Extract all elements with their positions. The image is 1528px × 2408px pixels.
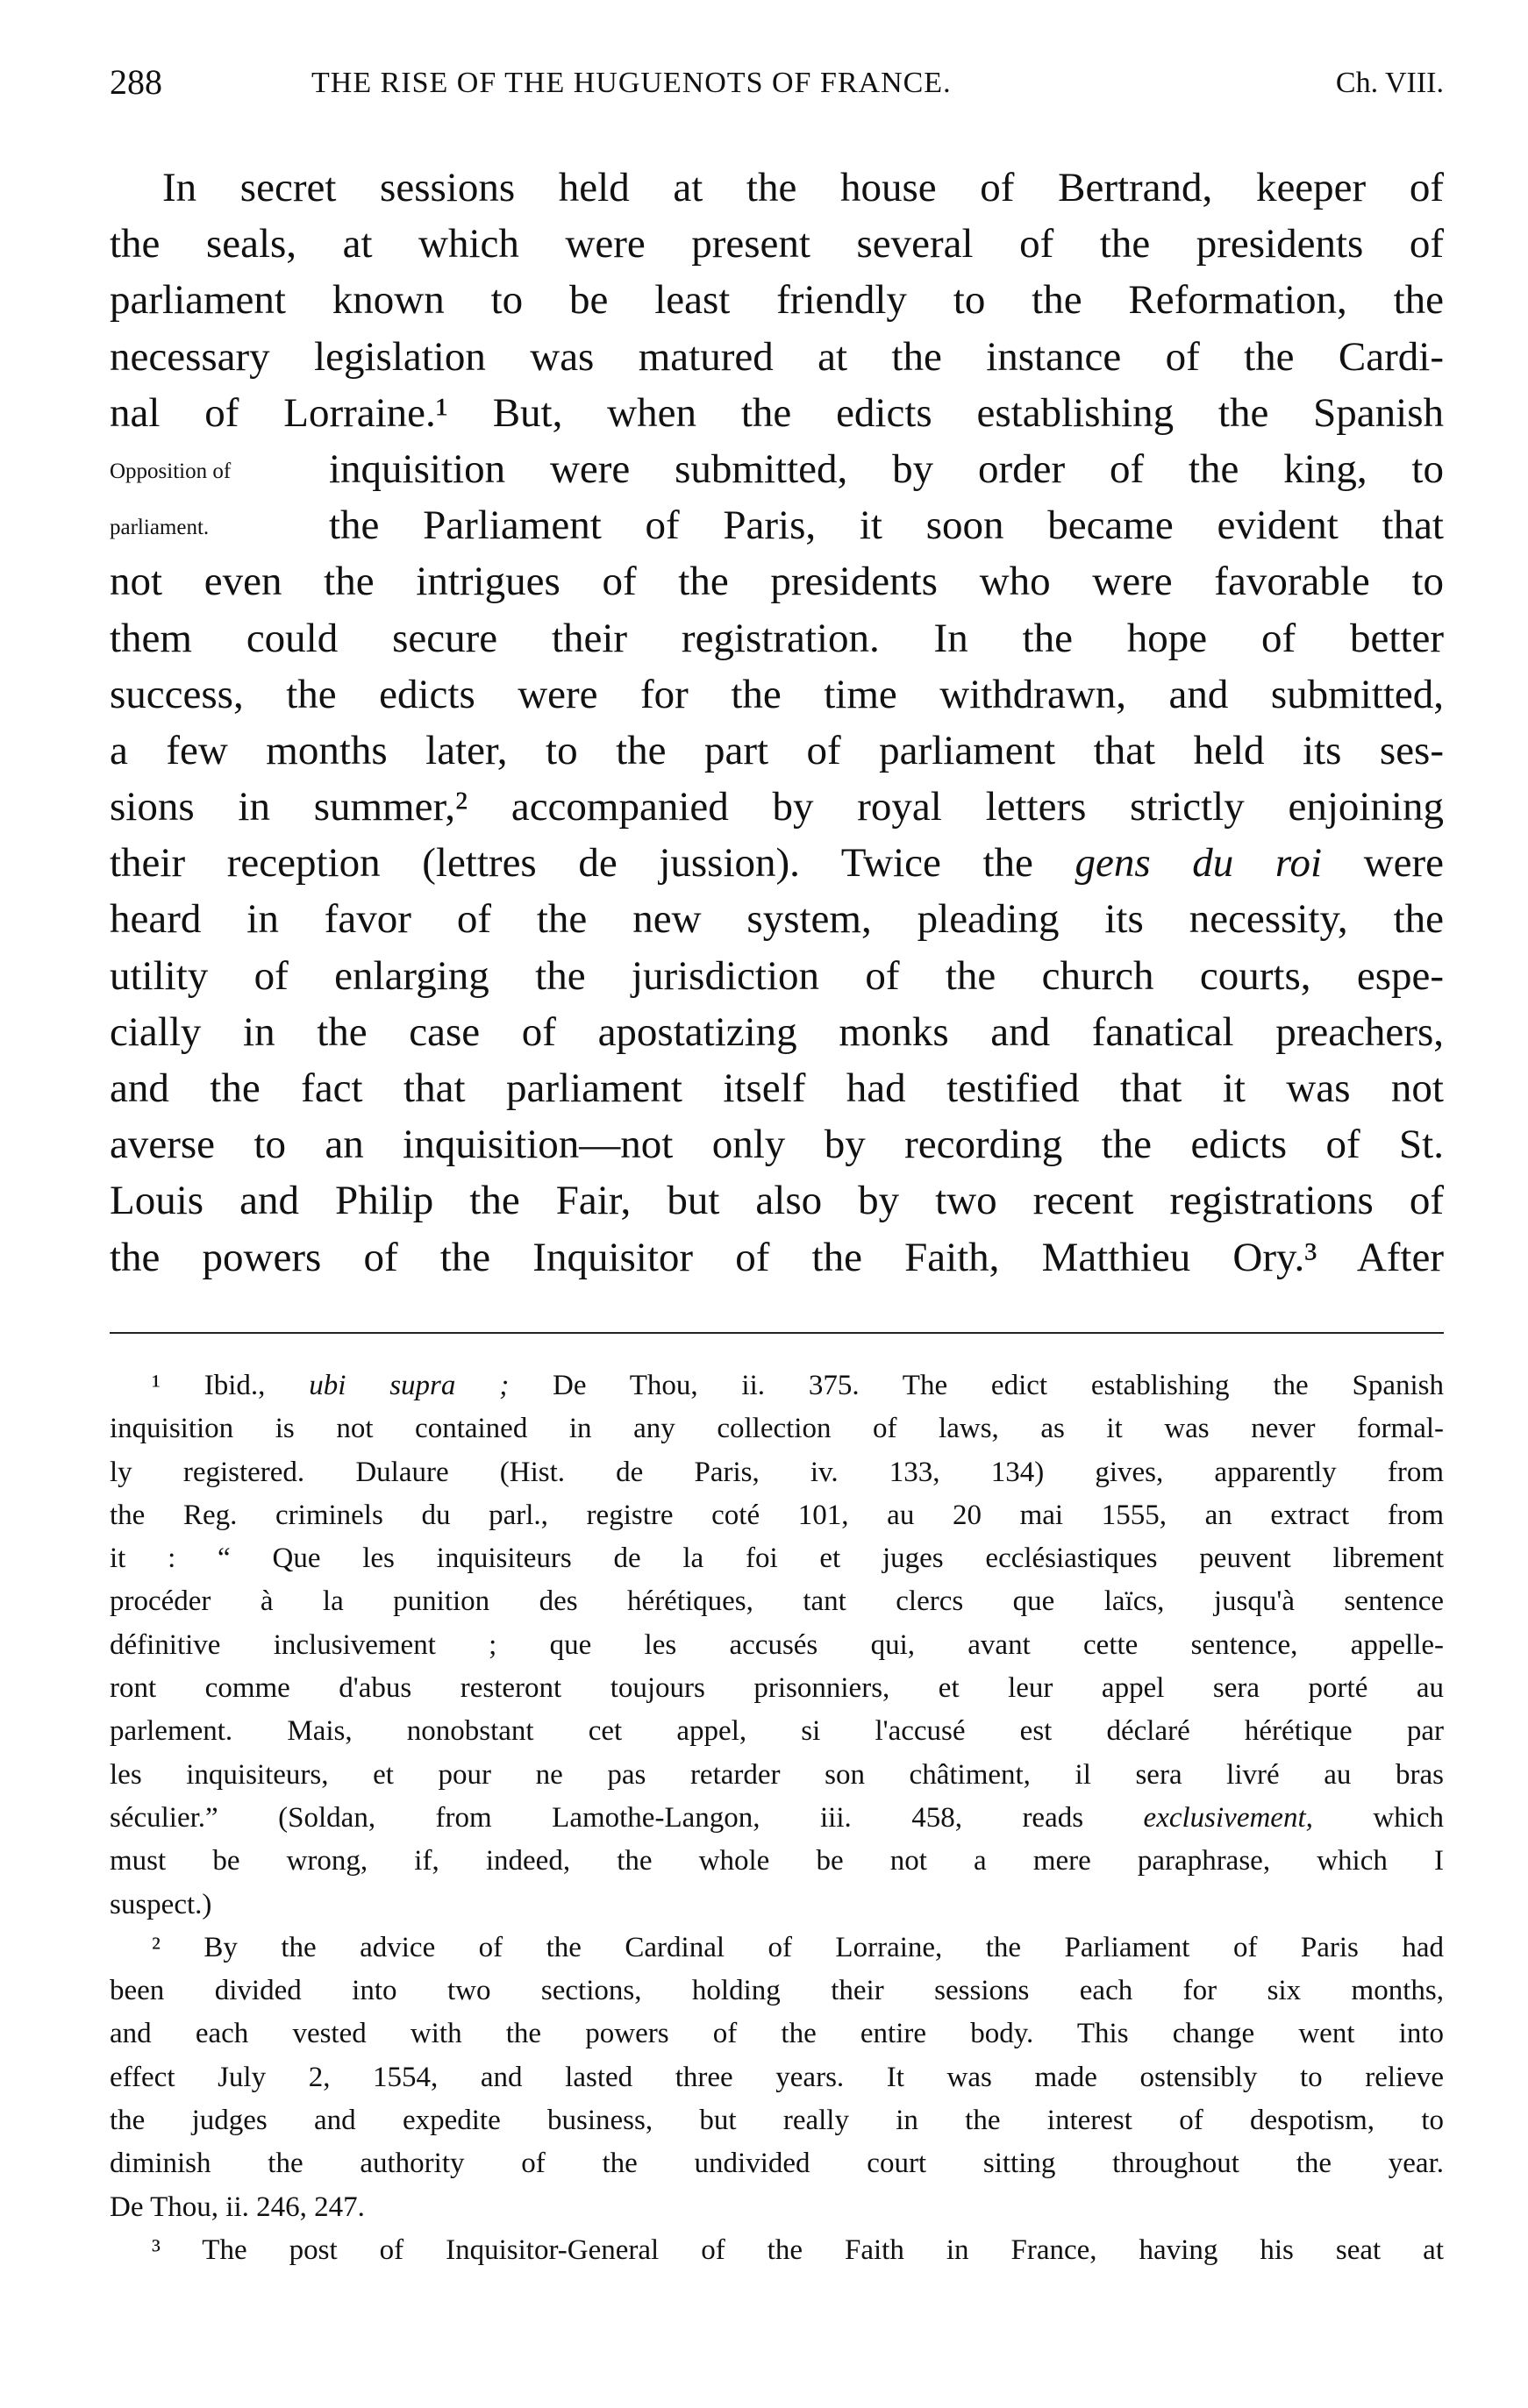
body-line (110, 835, 1444, 891)
body-line: success, the edicts were for the time withdrawn, and submitted, (110, 671, 1444, 717)
body-line: nal of Lorraine.¹ But, when the edicts establishing the Spanish (110, 389, 1444, 436)
running-header (110, 61, 1444, 105)
footnote-line: parlement. Mais, nonobstant cet appel, si l'accusé est déclaré hérétique par (110, 1715, 1444, 1748)
footnote-line: been divided into two sections, holding their sessions each for six months, (110, 1975, 1444, 2007)
footnote-line: De Thou, ii. 246, 247. (110, 2191, 365, 2223)
page-number: 288 (110, 62, 162, 102)
body-line: necessary legislation was matured at the instance of the Cardi- (110, 333, 1444, 380)
body-line: sions in summer,² accompanied by royal letters strictly enjoining (110, 784, 1444, 830)
body-line: a few months later, to the part of parliament that held its ses- (110, 727, 1444, 773)
text-segment: were (1322, 840, 1444, 887)
body-line: and the fact that parliament itself had testified that it was not (110, 1065, 1444, 1111)
italic-text: gens du roi (1075, 840, 1323, 887)
footnote-line: must be wrong, if, indeed, the whole be not a mere paraphrase, which I (110, 1845, 1444, 1877)
body-line: not even the intrigues of the presidents who were favorable to (110, 559, 1444, 605)
footnote-line (110, 1797, 1444, 1840)
footnote-line: ly registered. Dulaure (Hist. de Paris, iv. 133, 134) gives, apparently from (110, 1456, 1444, 1488)
body-line: them could secure their registration. In the hope of better (110, 615, 1444, 661)
chapter-label: Ch. VIII. (1335, 67, 1444, 99)
body-line: utility of enlarging the jurisdiction of the church courts, espe- (110, 952, 1444, 999)
footnote-line: the Reg. criminels du parl., registre coté 101, au 20 mai 1555, an extract from (110, 1499, 1444, 1531)
text-segment: which (1312, 1801, 1444, 1834)
italic-text: ubi supra ; (309, 1370, 510, 1401)
footnote-line: diminish the authority of the undivided court sitting throughout the year. (110, 2148, 1444, 2180)
text-segment: séculier.” (Soldan, from Lamothe-Langon, iii. 458, reads (110, 1801, 1144, 1834)
body-text (110, 160, 1444, 1286)
body-line: cially in the case of apostatizing monks and fanatical preachers, (110, 1008, 1444, 1055)
footnote-line: the judges and expedite business, but really in the interest of despotism, to (110, 2105, 1444, 2137)
body-line: the Parliament of Paris, it soon became evident that (329, 502, 1444, 549)
footnote-line: procéder à la punition des hérétiques, tant clercs que laïcs, jusqu'à sentence (110, 1585, 1444, 1618)
footnote-line: ront comme d'abus resteront toujours prisonniers, et leur appel sera porté au (110, 1672, 1444, 1705)
footnote-line: it : “ Que les inquisiteurs de la foi et juges ecclésiastiques peuvent librement (110, 1542, 1444, 1575)
body-line: averse to an inquisition—not only by recording the edicts of St. (110, 1122, 1444, 1168)
body-line: In secret sessions held at the house of Bertrand, keeper of (162, 165, 1444, 210)
body-line: the seals, at which were present several of the presidents of (110, 221, 1444, 267)
body-line: inquisition were submitted, by order of the king, to (329, 445, 1444, 492)
body-line: heard in favor of the new system, pleading its necessity, the (110, 896, 1444, 943)
footnote-divider (110, 1332, 1444, 1334)
footnote-line: définitive inclusivement ; que les accusés qui, avant cette sentence, appelle- (110, 1628, 1444, 1661)
text-segment: their reception (lettres de jussion). Twice the (110, 840, 1075, 887)
body-line: parliament known to be least friendly to the Reformation, the (110, 277, 1444, 324)
footnote-line: ² By the advice of the Cardinal of Lorraine, the Parliament of Paris had (152, 1931, 1444, 1963)
body-line: the powers of the Inquisitor of the Faith, Matthieu Ory.³ After (110, 1234, 1444, 1280)
footnote-line: and each vested with the powers of the entire body. This change went into (110, 2018, 1444, 2050)
sidenote-line-1: Opposition of (110, 460, 232, 483)
footnote-line: suspect.) (110, 1888, 212, 1920)
footnote-line (110, 1364, 1444, 1407)
footnotes (110, 1364, 1444, 2272)
text-segment: De Thou, ii. 375. The edict establishing the Spanish (509, 1370, 1444, 1401)
text-segment: ¹ Ibid., (152, 1370, 310, 1401)
footnote-line: effect July 2, 1554, and lasted three years. It was made ostensibly to relieve (110, 2061, 1444, 2093)
italic-text: exclusivement, (1143, 1801, 1313, 1834)
running-title: THE RISE OF THE HUGUENOTS OF FRANCE. (311, 67, 952, 99)
sidenote-line-2: parliament. (110, 516, 210, 539)
footnote-line: ³ The post of Inquisitor-General of the Faith in France, having his seat at (152, 2233, 1444, 2266)
footnote-line: les inquisiteurs, et pour ne pas retarder son châtiment, il sera livré au bras (110, 1758, 1444, 1791)
footnote-line: inquisition is not contained in any collection of laws, as it was never formal- (110, 1413, 1444, 1445)
body-line: Louis and Philip the Fair, but also by two recent registrations of (110, 1178, 1444, 1224)
